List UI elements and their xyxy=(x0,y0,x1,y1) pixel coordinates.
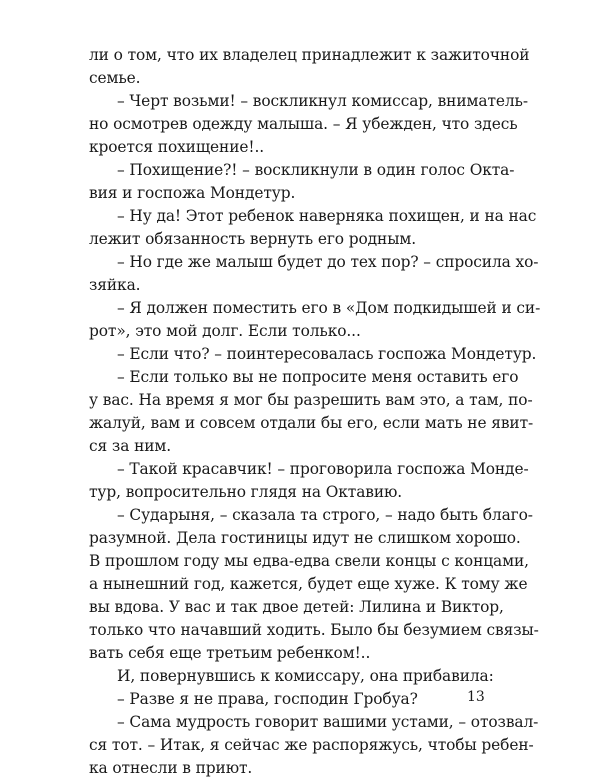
text-line: – Но где же малыш будет до тех пор? – спросила хо- xyxy=(117,253,539,271)
text-line: у вас. На время я мог бы разрешить вам это, а там, по- xyxy=(89,391,533,409)
text-line: – Похищение?! – воскликнули в один голос Окта- xyxy=(117,161,515,179)
text-line: а нынешний год, кажется, будет еще хуже. К тому же xyxy=(89,575,528,593)
text-line: В прошлом году мы едва-едва свели концы с концами, xyxy=(89,552,529,570)
text-line: – Ну да! Этот ребенок наверняка похищен, и на нас xyxy=(117,207,537,225)
text-line: ка отнесли в приют. xyxy=(89,759,253,777)
text-line: ся тот. – Итак, я сейчас же распоряжусь, чтобы ребен- xyxy=(89,736,534,754)
text-line: – Черт возьми! – воскликнул комиссар, вниматель- xyxy=(117,92,528,110)
text-line: тур, вопросительно глядя на Октавию. xyxy=(89,483,403,501)
text-line: И, повернувшись к комиссару, она прибавила: xyxy=(117,667,494,685)
text-line: кроется похищение!.. xyxy=(89,138,265,156)
text-line: рот», это мой долг. Если только... xyxy=(89,322,361,340)
text-line: разумной. Дела гостиницы идут не слишком хорошо. xyxy=(89,529,521,547)
text-line: но осмотрев одежду малыша. – Я убежден, что здесь xyxy=(89,115,518,133)
text-line: ли о том, что их владелец принадлежит к зажиточной xyxy=(89,46,530,64)
text-line: – Сама мудрость говорит вашими устами, – отозвал- xyxy=(117,713,539,731)
text-line: только что начавший ходить. Было бы безумием связы- xyxy=(89,621,539,639)
text-line: – Я должен поместить его в «Дом подкидышей и си- xyxy=(117,299,541,317)
text-line: вы вдова. У вас и так двое детей: Лилина и Виктор, xyxy=(89,598,504,616)
text-line: жалуй, вам и совсем отдали бы его, если мать не явит- xyxy=(89,414,534,432)
text-line: ся за ним. xyxy=(89,437,172,455)
text-line: зяйка. xyxy=(89,276,141,294)
text-line: вия и госпожа Мондетур. xyxy=(89,184,296,202)
text-line: – Разве я не права, господин Гробуа? xyxy=(117,690,418,708)
text-line: – Такой красавчик! – проговорила госпожа Монде- xyxy=(117,460,529,478)
text-line: лежит обязанность вернуть его родным. xyxy=(89,230,417,248)
text-line: – Сударыня, – сказала та строго, – надо быть благо- xyxy=(117,506,533,524)
text-line: – Если только вы не попросите меня оставить его xyxy=(117,368,519,386)
text-line: вать себя еще третьим ребенком!.. xyxy=(89,644,371,662)
text-line: – Если что? – поинтересовалась госпожа Мондетур. xyxy=(117,345,537,363)
page-number: 13 xyxy=(467,689,485,705)
text-line: семье. xyxy=(89,69,141,87)
